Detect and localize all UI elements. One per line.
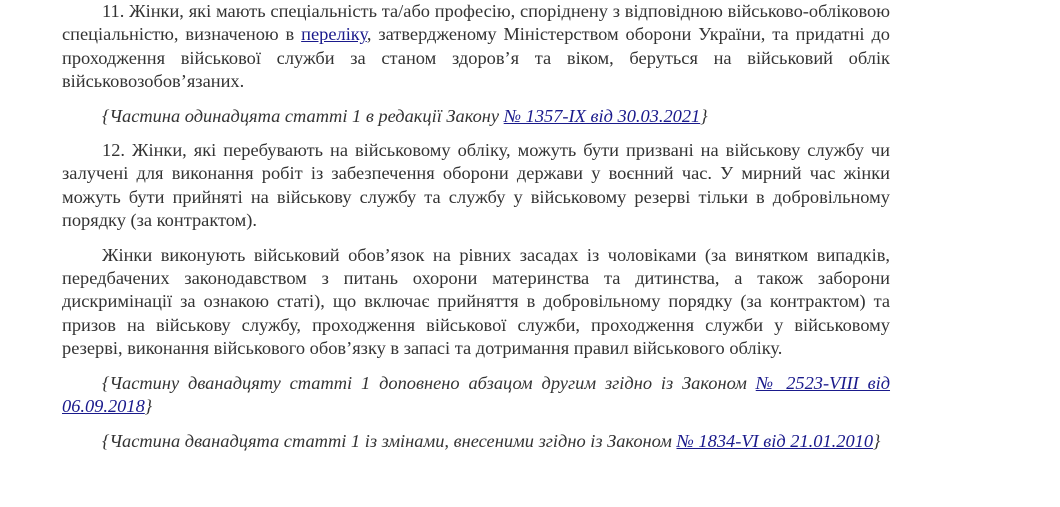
amendment-note-12-b	[62, 430, 890, 453]
paragraph-12-second-text: Жінки виконують військовий обов’язок на рівних засадах із чоловіками (за винятком випадків, передбачених законодавством з питань охорони материнства та дитинства, а також заборони дискримінації за ознакою статі), що включає прийняття в добровільному порядку (за контрактом) та призов на військову службу, проходження військової служби, проходження служби у військовому резерві, виконання військового обов’язку в запасі та дотримання правил військового обліку.	[62, 244, 890, 359]
paragraph-12	[62, 139, 890, 233]
amendment-note-12-b-close: }	[873, 430, 881, 451]
paragraph-11-text-end: , затвердженому Міністерством оборони України, та придатні до проходження військової служби за станом здоров’я та віком, беруться на військовий облік військовозобов’язаних.	[62, 24, 890, 92]
amendment-note-12-a	[62, 372, 890, 419]
amendment-note-11-text: {Частина одинадцята статті 1 в редакції Закону	[102, 105, 504, 126]
paragraph-12-text: 12. Жінки, які перебувають на військовому обліку, можуть бути призвані на військову службу чи залучені для виконання робіт із забезпечення оборони держави у воєнний час. У мирний час жінки можуть бути прийняті на військову службу та службу у військовому резерві тільки в добровільному порядку (за контрактом).	[62, 140, 890, 231]
amendment-note-12-b-text: {Частина дванадцята статті 1 із змінами, внесеними згідно із Законом	[102, 430, 677, 451]
paragraph-12-second	[62, 244, 890, 361]
paragraph-11	[62, 0, 890, 94]
amendment-note-11-close: }	[700, 105, 708, 126]
law-link-2523-viii[interactable]: № 2523-VIII від 06.09.2018	[62, 372, 891, 417]
law-link-1357-ix[interactable]: № 1357-IX від 30.03.2021	[503, 105, 701, 126]
law-document	[62, 0, 890, 464]
amendment-note-11	[62, 105, 890, 128]
amendment-note-12-a-text: {Частину дванадцяту статті 1 доповнено абзацом другим згідно із Законом	[102, 372, 756, 393]
law-link-1834-vi[interactable]: № 1834-VI від 21.01.2010	[676, 430, 874, 451]
paragraph-11-text-start: 11. Жінки, які мають спеціальність та/або професію, споріднену з відповідною військово-обліковою спеціальністю, визначеною в	[62, 1, 890, 45]
amendment-note-12-a-close: }	[144, 396, 153, 417]
list-link[interactable]: переліку	[301, 24, 367, 45]
